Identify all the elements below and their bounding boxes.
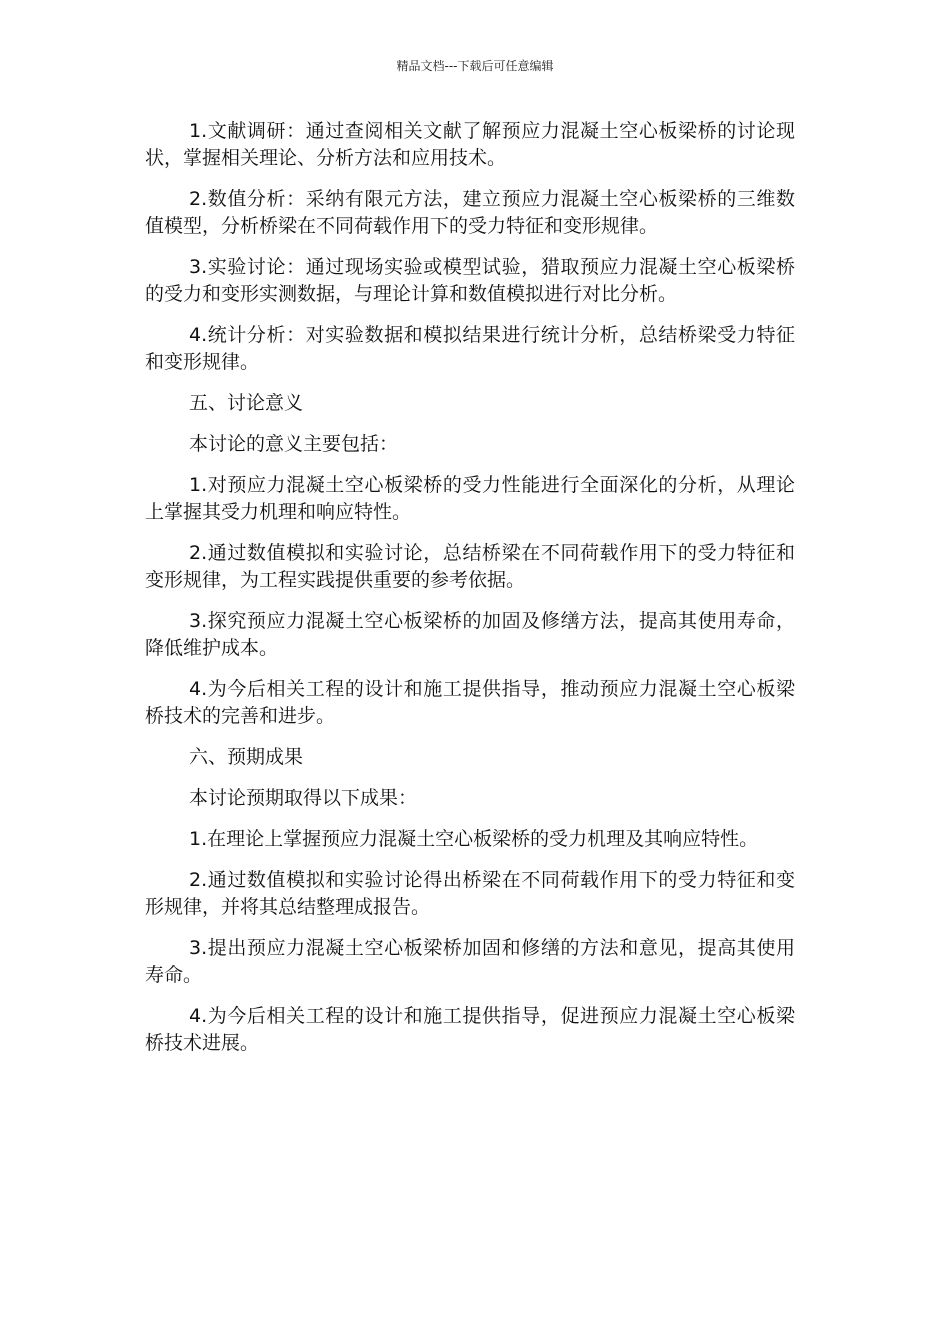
significance-intro: 本讨论的意义主要包括： [189,433,399,455]
method-item-4: 4.统计分析：对实验数据和模拟结果进行统计分析，总结桥梁受力特征和变形规律。 [145,324,795,373]
document-body [145,118,795,1071]
method-item-1: 1.文献调研：通过查阅相关文献了解预应力混凝土空心板梁桥的讨论现状，掌握相关理论、分析方法和应用技术。 [145,120,795,169]
section-heading-outcomes: 六、预期成果 [189,746,304,768]
outcome-item-3: 3.提出预应力混凝土空心板梁桥加固和修缮的方法和意见，提高其使用寿命。 [145,937,795,986]
method-item-2: 2.数值分析：采纳有限元方法，建立预应力混凝土空心板梁桥的三维数值模型，分析桥梁在不同荷载作用下的受力特征和变形规律。 [145,188,795,237]
section-heading-significance: 五、讨论意义 [189,392,304,414]
outcome-item-4: 4.为今后相关工程的设计和施工提供指导，促进预应力混凝土空心板梁桥技术进展。 [145,1005,795,1054]
significance-item-3: 3.探究预应力混凝土空心板梁桥的加固及修缮方法，提高其使用寿命，降低维护成本。 [145,610,795,659]
significance-item-2: 2.通过数值模拟和实验讨论，总结桥梁在不同荷载作用下的受力特征和变形规律，为工程实践提供重要的参考依据。 [145,542,795,591]
page-header: 精品文档---下载后可任意编辑 [396,59,554,73]
outcomes-intro: 本讨论预期取得以下成果： [189,787,418,809]
outcome-item-2: 2.通过数值模拟和实验讨论得出桥梁在不同荷载作用下的受力特征和变形规律，并将其总结整理成报告。 [145,869,795,918]
outcome-item-1: 1.在理论上掌握预应力混凝土空心板梁桥的受力机理及其响应特性。 [189,828,759,850]
method-item-3: 3.实验讨论：通过现场实验或模型试验，猎取预应力混凝土空心板梁桥的受力和变形实测数据，与理论计算和数值模拟进行对比分析。 [145,256,795,305]
significance-item-4: 4.为今后相关工程的设计和施工提供指导，推动预应力混凝土空心板梁桥技术的完善和进步。 [145,678,795,727]
significance-item-1: 1.对预应力混凝土空心板梁桥的受力性能进行全面深化的分析，从理论上掌握其受力机理和响应特性。 [145,474,795,523]
